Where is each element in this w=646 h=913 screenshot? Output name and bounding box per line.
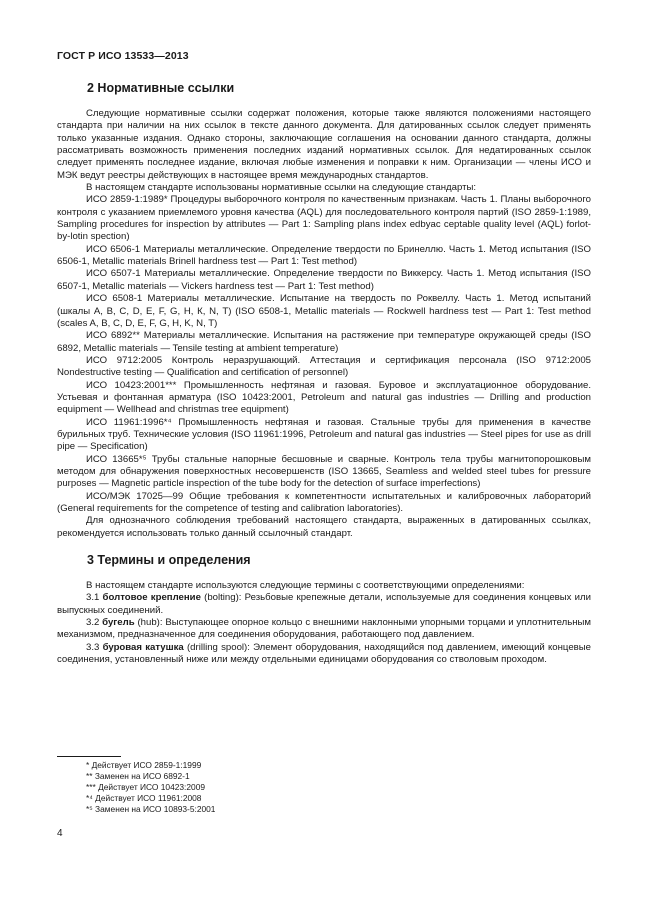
reference-item: ИСО 10423:2001*** Промышленность нефтяная и газовая. Буровое и эксплуатационное оборудование. Устьевая и фонтанная арматура (ISO 10423:2001, Petroleum and natural gas industries — Drilling and production equipment — Wellhead and christmas tree equipment)	[57, 379, 591, 416]
section-2-title: 2 Нормативные ссылки	[87, 81, 235, 95]
section-3-title: 3 Термины и определения	[87, 553, 251, 568]
page-content	[57, 80, 591, 666]
paragraph: Для однозначного соблюдения требований настоящего стандарта, выраженных в датированных ссылках, рекомендуется использовать только данный ссылочный стандарт.	[57, 515, 591, 539]
page-number: 4	[57, 828, 63, 839]
term-name: буровая катушка	[102, 641, 184, 653]
footnote: ** Заменен на ИСО 6892-1	[86, 771, 190, 782]
reference-item: ИСО 2859-1:1989* Процедуры выборочного контроля по качественным признакам. Часть 1. Планы выборочного контроля с указанием приемлемого уровня качества (AQL) для последовательного контроля партий (ISO 2859-1:1989, Sampling procedures for inspection by attributes — Part 1: Sampling plans index edbyac ceptable quality level (AQL) forlot-by-lotin spection)	[57, 194, 591, 243]
term-definition	[57, 642, 591, 667]
footnote: *⁴ Действует ИСО 11961:2008	[86, 793, 202, 804]
term-name: бугель	[102, 617, 135, 629]
paragraph: В настоящем стандарте использованы нормативные ссылки на следующие стандарты:	[86, 182, 477, 194]
term-number: 3.2	[86, 617, 100, 629]
reference-item: ИСО 9712:2005 Контроль неразрушающий. Аттестация и сертификация персонала (ISO 9712:2005 Nondestructive testing — Qualification and certification of personnel)	[57, 354, 591, 379]
reference-item: ИСО 6506-1 Материалы металлические. Определение твердости по Бринеллю. Часть 1. Метод испытания (ISO 6506-1, Metallic materials Brinell hardness test — Part 1: Test method)	[57, 243, 591, 268]
paragraph: В настоящем стандарте используются следующие термины с соответствующими определениями:	[86, 580, 525, 592]
paragraph: Следующие нормативные ссылки содержат положения, которые также являются положениями настоящего стандарта при наличии на них ссылок в тексте данного документа. Для датированных ссылок следует применять только указанные издания. Однако стороны, заключающие соглашения на основании данного стандарта, должны рассматривать возможность применения последних изданий нормативных ссылок. Для недатированных ссылок следует применять последнее издание, включая любые изменения и поправки к ним. Организации — члены ИСО и МЭК ведут реестры действующих в настоящее время международных стандартов.	[57, 108, 591, 181]
reference-item: ИСО 6507-1 Материалы металлические. Определение твердости по Виккерсу. Часть 1. Метод испытания (ISO 6507-1, Metallic materials — Vickers hardness test — Part 1: Test method)	[57, 268, 591, 292]
reference-item: ИСО 11961:1996*⁴ Промышленность нефтяная и газовая. Стальные трубы для применения в качестве бурильных труб. Технические условия (ISO 11961:1996, Petroleum and natural gas industries — Steel pipes for use as drill pipe — Specification)	[57, 416, 591, 453]
term-text: (drilling spool): Элемент оборудования, находящийся под давлением, имеющий концевые соединения, установленный ниже или между отдельными единицами оборудования со стволовым проходом.	[57, 641, 591, 666]
document-header: ГОСТ Р ИСО 13533—2013	[57, 50, 189, 62]
term-number: 3.3	[86, 641, 100, 653]
footnote-divider	[57, 756, 121, 757]
footnotes	[86, 760, 215, 815]
term-text: (hub): Выступающее опорное кольцо с внешними наклонными упорными торцами и уплотнительным механизмом, предназначенное для соединения оборудования, работающего под давлением.	[57, 617, 591, 641]
reference-item: ИСО 6892** Материалы металлические. Испытания на растяжение при температуре окружающей среды (ISO 6892, Metallic materials — Tensile testing at ambient temperature)	[57, 330, 591, 354]
footnote: *⁵ Заменен на ИСО 10893-5:2001	[86, 804, 216, 815]
footnote: * Действует ИСО 2859-1:1999	[86, 760, 202, 770]
reference-item: ИСО 13665*⁵ Трубы стальные напорные бесшовные и сварные. Контроль тела трубы магнитопорошковым методом для обнаружения поверхностных несовершенств (ISO 13665, Seamless and welded steel tubes for pressure purposes — Magnetic particle inspection of the tube body for the detection of surface imperfections)	[57, 453, 591, 490]
term-text: (bolting): Резьбовые крепежные детали, используемые для соединения концевых или выпускных соединений.	[57, 592, 591, 616]
reference-item: ИСО 6508-1 Материалы металлические. Испытание на твердость по Роквеллу. Часть 1. Метод испытаний (шкалы А, В, С, D, Е, F, G, Н, К, N, Т) (ISO 6508-1, Metallic materials — Rockwell hardness test — Part 1: Test method (scales A, B, C, D, E, F, G, H, K, N, T)	[57, 293, 591, 329]
footnote: *** Действует ИСО 10423:2009	[86, 782, 206, 793]
term-definition	[57, 617, 591, 642]
term-name: болтовое крепление	[102, 592, 201, 604]
term-definition	[57, 592, 591, 617]
term-number: 3.1	[86, 592, 100, 604]
reference-item: ИСО/МЭК 17025—99 Общие требования к компетентности испытательных и калибровочных лабораторий (General requirements for the competence of testing and calibration laboratories).	[57, 490, 591, 514]
